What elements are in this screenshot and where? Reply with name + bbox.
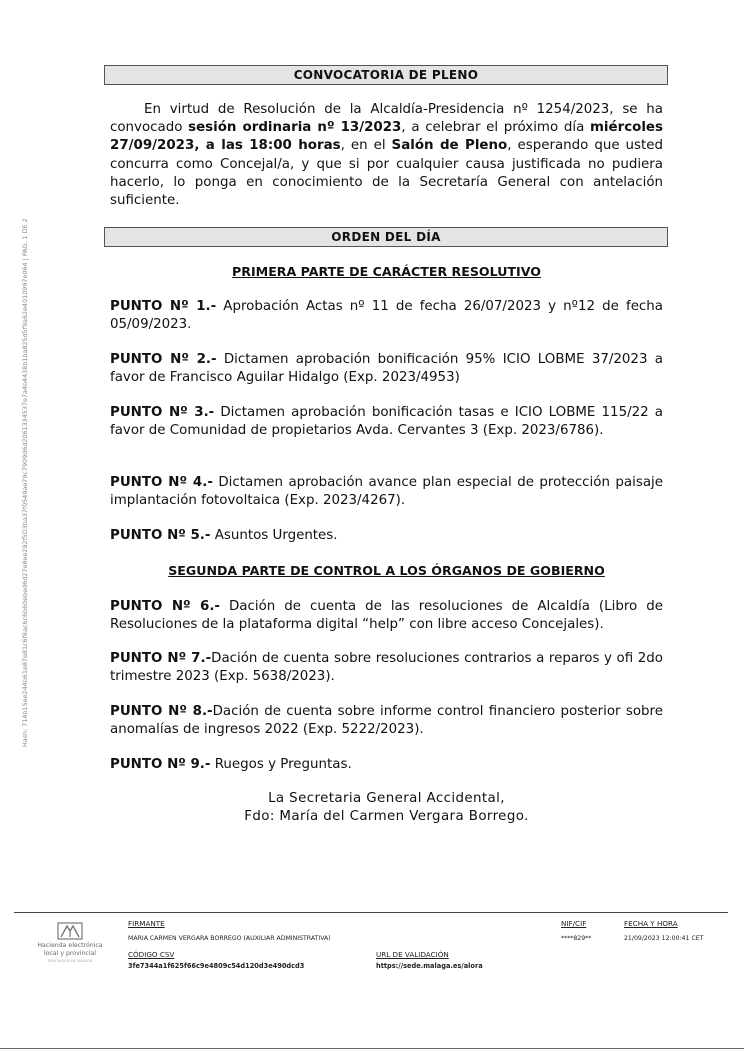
signature-line-2: Fdo: María del Carmen Vergara Borrego. <box>244 809 529 825</box>
punto-3-text: Dictamen aprobación bonificación tasas e ICIO LOBME 115/22 a favor de Comunidad de propietarios Avda. Cervantes 3 (Exp. 2023/6786). <box>110 405 663 439</box>
punto-1-text: Aprobación Actas nº 11 de fecha 26/07/2023 y nº12 de fecha 05/09/2023. <box>110 299 663 333</box>
signature-block <box>110 790 663 826</box>
punto-4-text: Dictamen aprobación avance plan especial de protección paisaje implantación fotovoltaica (Exp. 2023/4267). <box>110 475 663 509</box>
nif-label: NIF/CIF <box>561 919 587 928</box>
hacienda-logo <box>30 922 110 964</box>
header-convocatoria: CONVOCATORIA DE PLENO <box>104 65 668 85</box>
punto-8-text: Dación de cuenta sobre informe control financiero posterior sobre anomalías de ingresos 2022 (Exp. 5222/2023). <box>110 704 663 738</box>
intro-text-1: En virtud de Resolución de la Alcaldía-Presidencia nº 1254/2023, se ha convocado <box>110 102 663 136</box>
signature-line-1: La Secretaria General Accidental, <box>268 791 505 806</box>
punto-1 <box>110 298 663 334</box>
punto-3 <box>110 404 663 440</box>
punto-8 <box>110 703 663 739</box>
logo-text-line-1: Hacienda electrónica <box>37 942 103 949</box>
punto-7 <box>110 650 663 686</box>
part-1-title: PRIMERA PARTE DE CARÁCTER RESOLUTIVO <box>232 264 541 279</box>
url-value[interactable]: https://sede.malaga.es/alora <box>376 962 483 970</box>
fecha-value: 21/09/2023 12:00:41 CET <box>624 935 704 942</box>
logo-text-line-2: local y provincial <box>43 950 97 957</box>
intro-text-4: , esperando que usted concurra como Concejal/a, y que si por cualquier causa justificada no pudiera hacerlo, lo ponga en conocimiento de la Secretaría General con antelación suficiente. <box>110 138 664 209</box>
punto-8-label: PUNTO Nº 8.- <box>110 704 213 719</box>
intro-text-2: , a celebrar el próximo día <box>401 120 590 136</box>
header-orden-del-dia: ORDEN DEL DÍA <box>104 227 668 247</box>
intro-paragraph <box>110 101 663 210</box>
csv-value: 3fe7344a1f625f66c9e4809c54d120d3e490dcd3 <box>128 962 305 970</box>
page-bottom-divider <box>0 1048 744 1049</box>
csv-label: CÓDIGO CSV <box>128 950 175 959</box>
nif-value: ****829** <box>561 935 592 942</box>
punto-5-text: Asuntos Urgentes. <box>210 528 338 543</box>
punto-2-text: Dictamen aprobación bonificación 95% ICIO LOBME 37/2023 a favor de Francisco Aguilar Hidalgo (Exp. 2023/4953) <box>110 352 663 386</box>
punto-7-label: PUNTO Nº 7.- <box>110 651 212 666</box>
logo-text-line-3: DIPUTACIÓN DE MÁLAGA <box>47 959 93 963</box>
firmante-value: MARIA CARMEN VERGARA BORREGO (AUXILIAR ADMINISTRATIVA) <box>128 935 331 942</box>
punto-6-label: PUNTO Nº 6.- <box>110 599 220 614</box>
firmante-label: FIRMANTE <box>128 919 165 928</box>
footer-divider <box>14 912 728 913</box>
punto-4 <box>110 474 663 510</box>
intro-date: miércoles 27/09/2023, a las 18:00 horas <box>110 120 663 154</box>
punto-9-label: PUNTO Nº 9.- <box>110 757 211 772</box>
punto-9 <box>110 756 663 774</box>
punto-9-text: Ruegos y Preguntas. <box>210 757 352 772</box>
punto-2-label: PUNTO Nº 2.- <box>110 352 217 367</box>
fecha-label: FECHA Y HORA <box>624 919 678 928</box>
intro-venue: Salón de Pleno <box>391 138 508 154</box>
punto-5 <box>110 527 663 545</box>
punto-5-label: PUNTO Nº 5.- <box>110 528 211 543</box>
punto-3-label: PUNTO Nº 3.- <box>110 405 215 420</box>
punto-6 <box>110 598 663 634</box>
side-hash-text: Hash: 714b15ee244b61e87e81c6f8ac6c6b60ebed6d27e8ee292f5D3ba37f0549ae79c7909d6d2061334537e7a4b4438b1ba825d5f9a62e4010997e064 | PAG. 1 DE 2 <box>21 218 29 747</box>
part-2-title: SEGUNDA PARTE DE CONTROL A LOS ÓRGANOS DE GOBIERNO <box>168 563 605 578</box>
punto-1-label: PUNTO Nº 1.- <box>110 299 217 314</box>
punto-6-text: Dación de cuenta de las resoluciones de Alcaldía (Libro de Resoluciones de la plataforma digital “help” con libre acceso Concejales). <box>110 599 663 633</box>
intro-session: sesión ordinaria nº 13/2023 <box>188 120 402 136</box>
punto-4-label: PUNTO Nº 4.- <box>110 475 213 490</box>
hacienda-logo-icon <box>57 922 83 940</box>
punto-7-text: Dación de cuenta sobre resoluciones contrarios a reparos y ofi 2do trimestre 2023 (Exp. 5638/2023). <box>110 651 663 685</box>
intro-text-3: , en el <box>340 138 392 154</box>
url-label: URL DE VALIDACIÓN <box>376 950 449 959</box>
punto-2 <box>110 351 663 387</box>
